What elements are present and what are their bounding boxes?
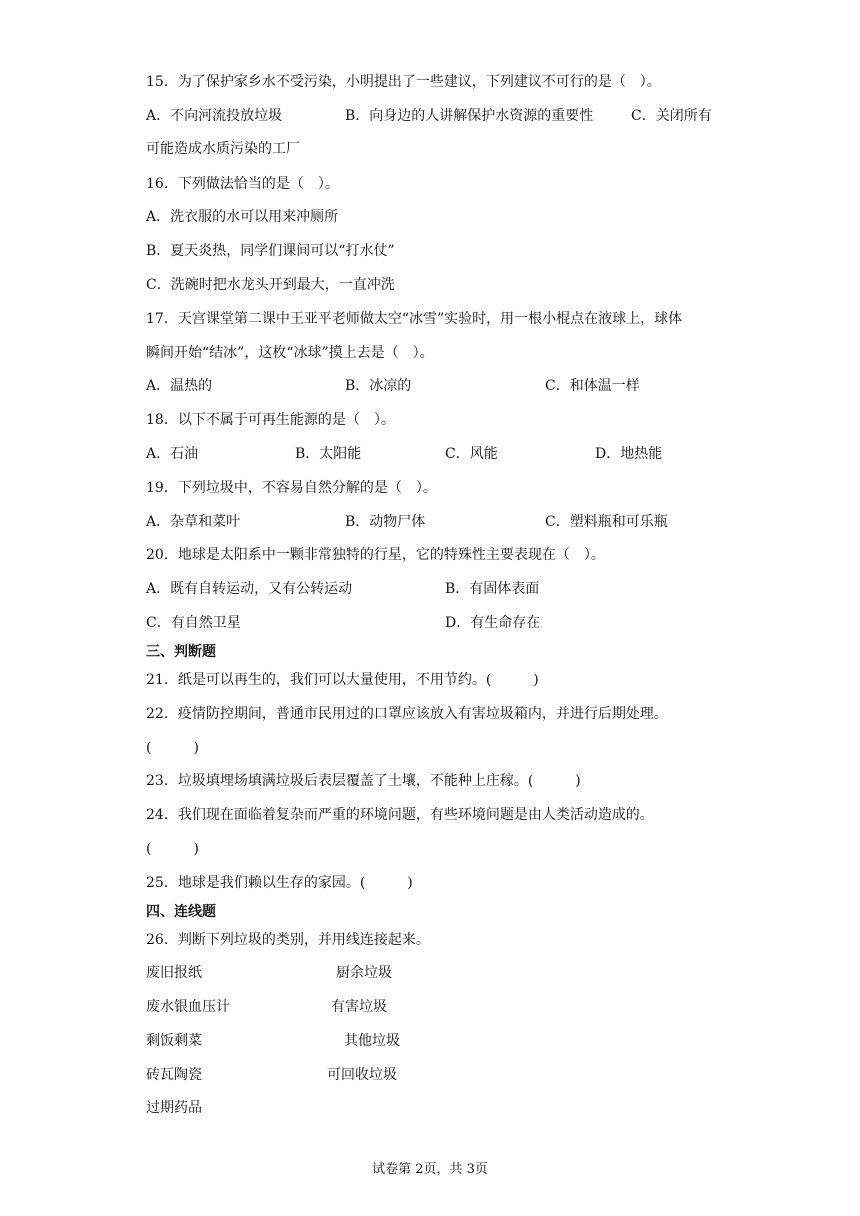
match-left-item: 废旧报纸 <box>146 965 202 981</box>
q15-option-c-cont: 可能造成水质污染的工厂 <box>146 141 300 157</box>
q15-option-c: C．关闭所有 <box>631 108 712 124</box>
q20-option-b: B．有固体表面 <box>445 581 540 597</box>
match-left-item: 过期药品 <box>146 1100 202 1116</box>
q17-option-c: C．和体温一样 <box>545 378 640 394</box>
q24-line1: 24．我们现在面临着复杂而严重的环境问题，有些环境问题是由人类活动造成的。 <box>146 807 654 823</box>
q19-option-a: A．杂草和菜叶 <box>146 514 241 530</box>
match-left-item: 剩饭剩菜 <box>146 1033 202 1049</box>
q18-option-c: C．风能 <box>445 446 498 462</box>
q26-stem: 26．判断下列垃圾的类别，并用线连接起来。 <box>146 932 430 948</box>
q15-stem: 15．为了保护家乡水不受污染，小明提出了一些建议，下列建议不可行的是（ ）。 <box>146 74 661 90</box>
q24-line2: ( ) <box>146 841 199 857</box>
q19-stem: 19．下列垃圾中，不容易自然分解的是（ ）。 <box>146 480 437 496</box>
q22-line1: 22．疫情防控期间，普通市民用过的口罩应该放入有害垃圾箱内，并进行后期处理。 <box>146 706 668 722</box>
q19-option-b: B．动物尸体 <box>345 514 426 530</box>
q20-stem: 20．地球是太阳系中一颗非常独特的行星，它的特殊性主要表现在（ ）。 <box>146 547 605 563</box>
q16-option-c: C．洗碗时把水龙头开到最大，一直冲洗 <box>146 277 395 293</box>
match-left-item: 废水银血压计 <box>146 999 230 1015</box>
q18-stem: 18．以下不属于可再生能源的是（ ）。 <box>146 412 395 428</box>
section-heading-true-false: 三、判断题 <box>146 644 216 660</box>
match-right-item: 有害垃圾 <box>331 999 387 1015</box>
match-right-item: 其他垃圾 <box>344 1033 400 1049</box>
match-left-item: 砖瓦陶瓷 <box>146 1067 202 1083</box>
q20-option-d: D．有生命存在 <box>445 615 541 631</box>
q22-line2: ( ) <box>146 740 199 756</box>
q18-option-a: A．石油 <box>146 446 199 462</box>
q17-option-a: A．温热的 <box>146 378 213 394</box>
q18-option-b: B．太阳能 <box>295 446 362 462</box>
q18-option-d: D．地热能 <box>595 446 663 462</box>
q25: 25．地球是我们赖以生存的家园。( ) <box>146 875 413 891</box>
q21: 21．纸是可以再生的，我们可以大量使用，不用节约。( ) <box>146 672 539 688</box>
q16-option-a: A．洗衣服的水可以用来冲厕所 <box>146 209 339 225</box>
q17-stem-line2: 瞬间开始“结冰”，这枚“冰球”摸上去是（ ）。 <box>146 345 434 361</box>
q20-option-c: C．有自然卫星 <box>146 615 241 631</box>
q17-stem-line1: 17．天宫课堂第二课中王亚平老师做太空“冰雪”实验时，用一根小棍点在液球上，球体 <box>146 311 683 327</box>
page-footer: 试卷第 2页，共 3页 <box>372 1162 488 1177</box>
q15-option-a: A．不向河流投放垃圾 <box>146 108 283 124</box>
match-right-item: 厨余垃圾 <box>336 965 392 981</box>
q20-option-a: A．既有自转运动，又有公转运动 <box>146 581 353 597</box>
section-heading-matching: 四、连线题 <box>146 904 216 920</box>
q17-option-b: B．冰凉的 <box>345 378 412 394</box>
q16-option-b: B．夏天炎热，同学们课间可以“打水仗” <box>146 243 395 259</box>
q23: 23．垃圾填埋场填满垃圾后表层覆盖了土壤，不能种上庄稼。( ) <box>146 773 581 789</box>
match-right-item: 可回收垃圾 <box>327 1067 397 1083</box>
q15-option-b: B．向身边的人讲解保护水资源的重要性 <box>345 108 594 124</box>
q16-stem: 16．下列做法恰当的是（ ）。 <box>146 176 339 192</box>
q19-option-c: C．塑料瓶和可乐瓶 <box>545 514 668 530</box>
